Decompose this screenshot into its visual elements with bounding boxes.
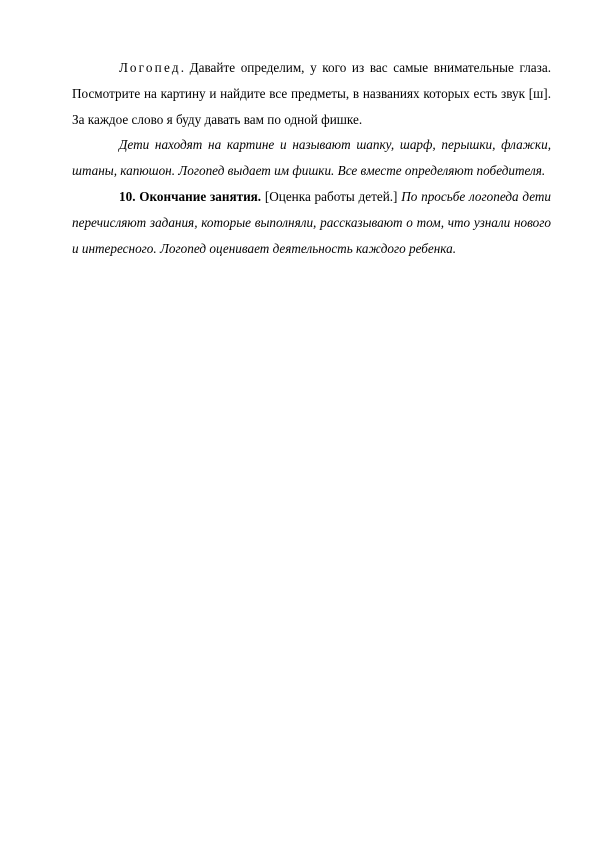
bracket-note: [Оценка работы детей.] (261, 188, 402, 204)
document-page (72, 55, 551, 261)
children-action-text: Дети находят на картине и называют шапку, шарф, перышки, флажки, штаны, капюшон. Логопед выдает им фишки. Все вместе определяют победителя. (72, 137, 551, 179)
paragraph-children-action (72, 132, 551, 184)
speaker-suffix: . (180, 60, 185, 75)
paragraph-lesson-end (72, 184, 551, 261)
paragraph-logoped-instruction (72, 55, 551, 132)
lesson-end-text: По просьбе логопеда дети перечисляют задания, которые выполняли, рассказывают о том, что узнали нового и интересного. Логопед оценивает деятельность каждого ребенка. (72, 188, 551, 256)
instruction-text: Давайте определим, у кого из вас самые внимательные глаза. Посмотрите на картину и найдите все предметы, в названиях которых есть звук [ш]. За каждое слово я буду давать вам по одной фишке. (72, 60, 551, 127)
section-heading: 10. Окончание занятия. (119, 188, 262, 204)
speaker-label: Логопед (119, 60, 181, 75)
